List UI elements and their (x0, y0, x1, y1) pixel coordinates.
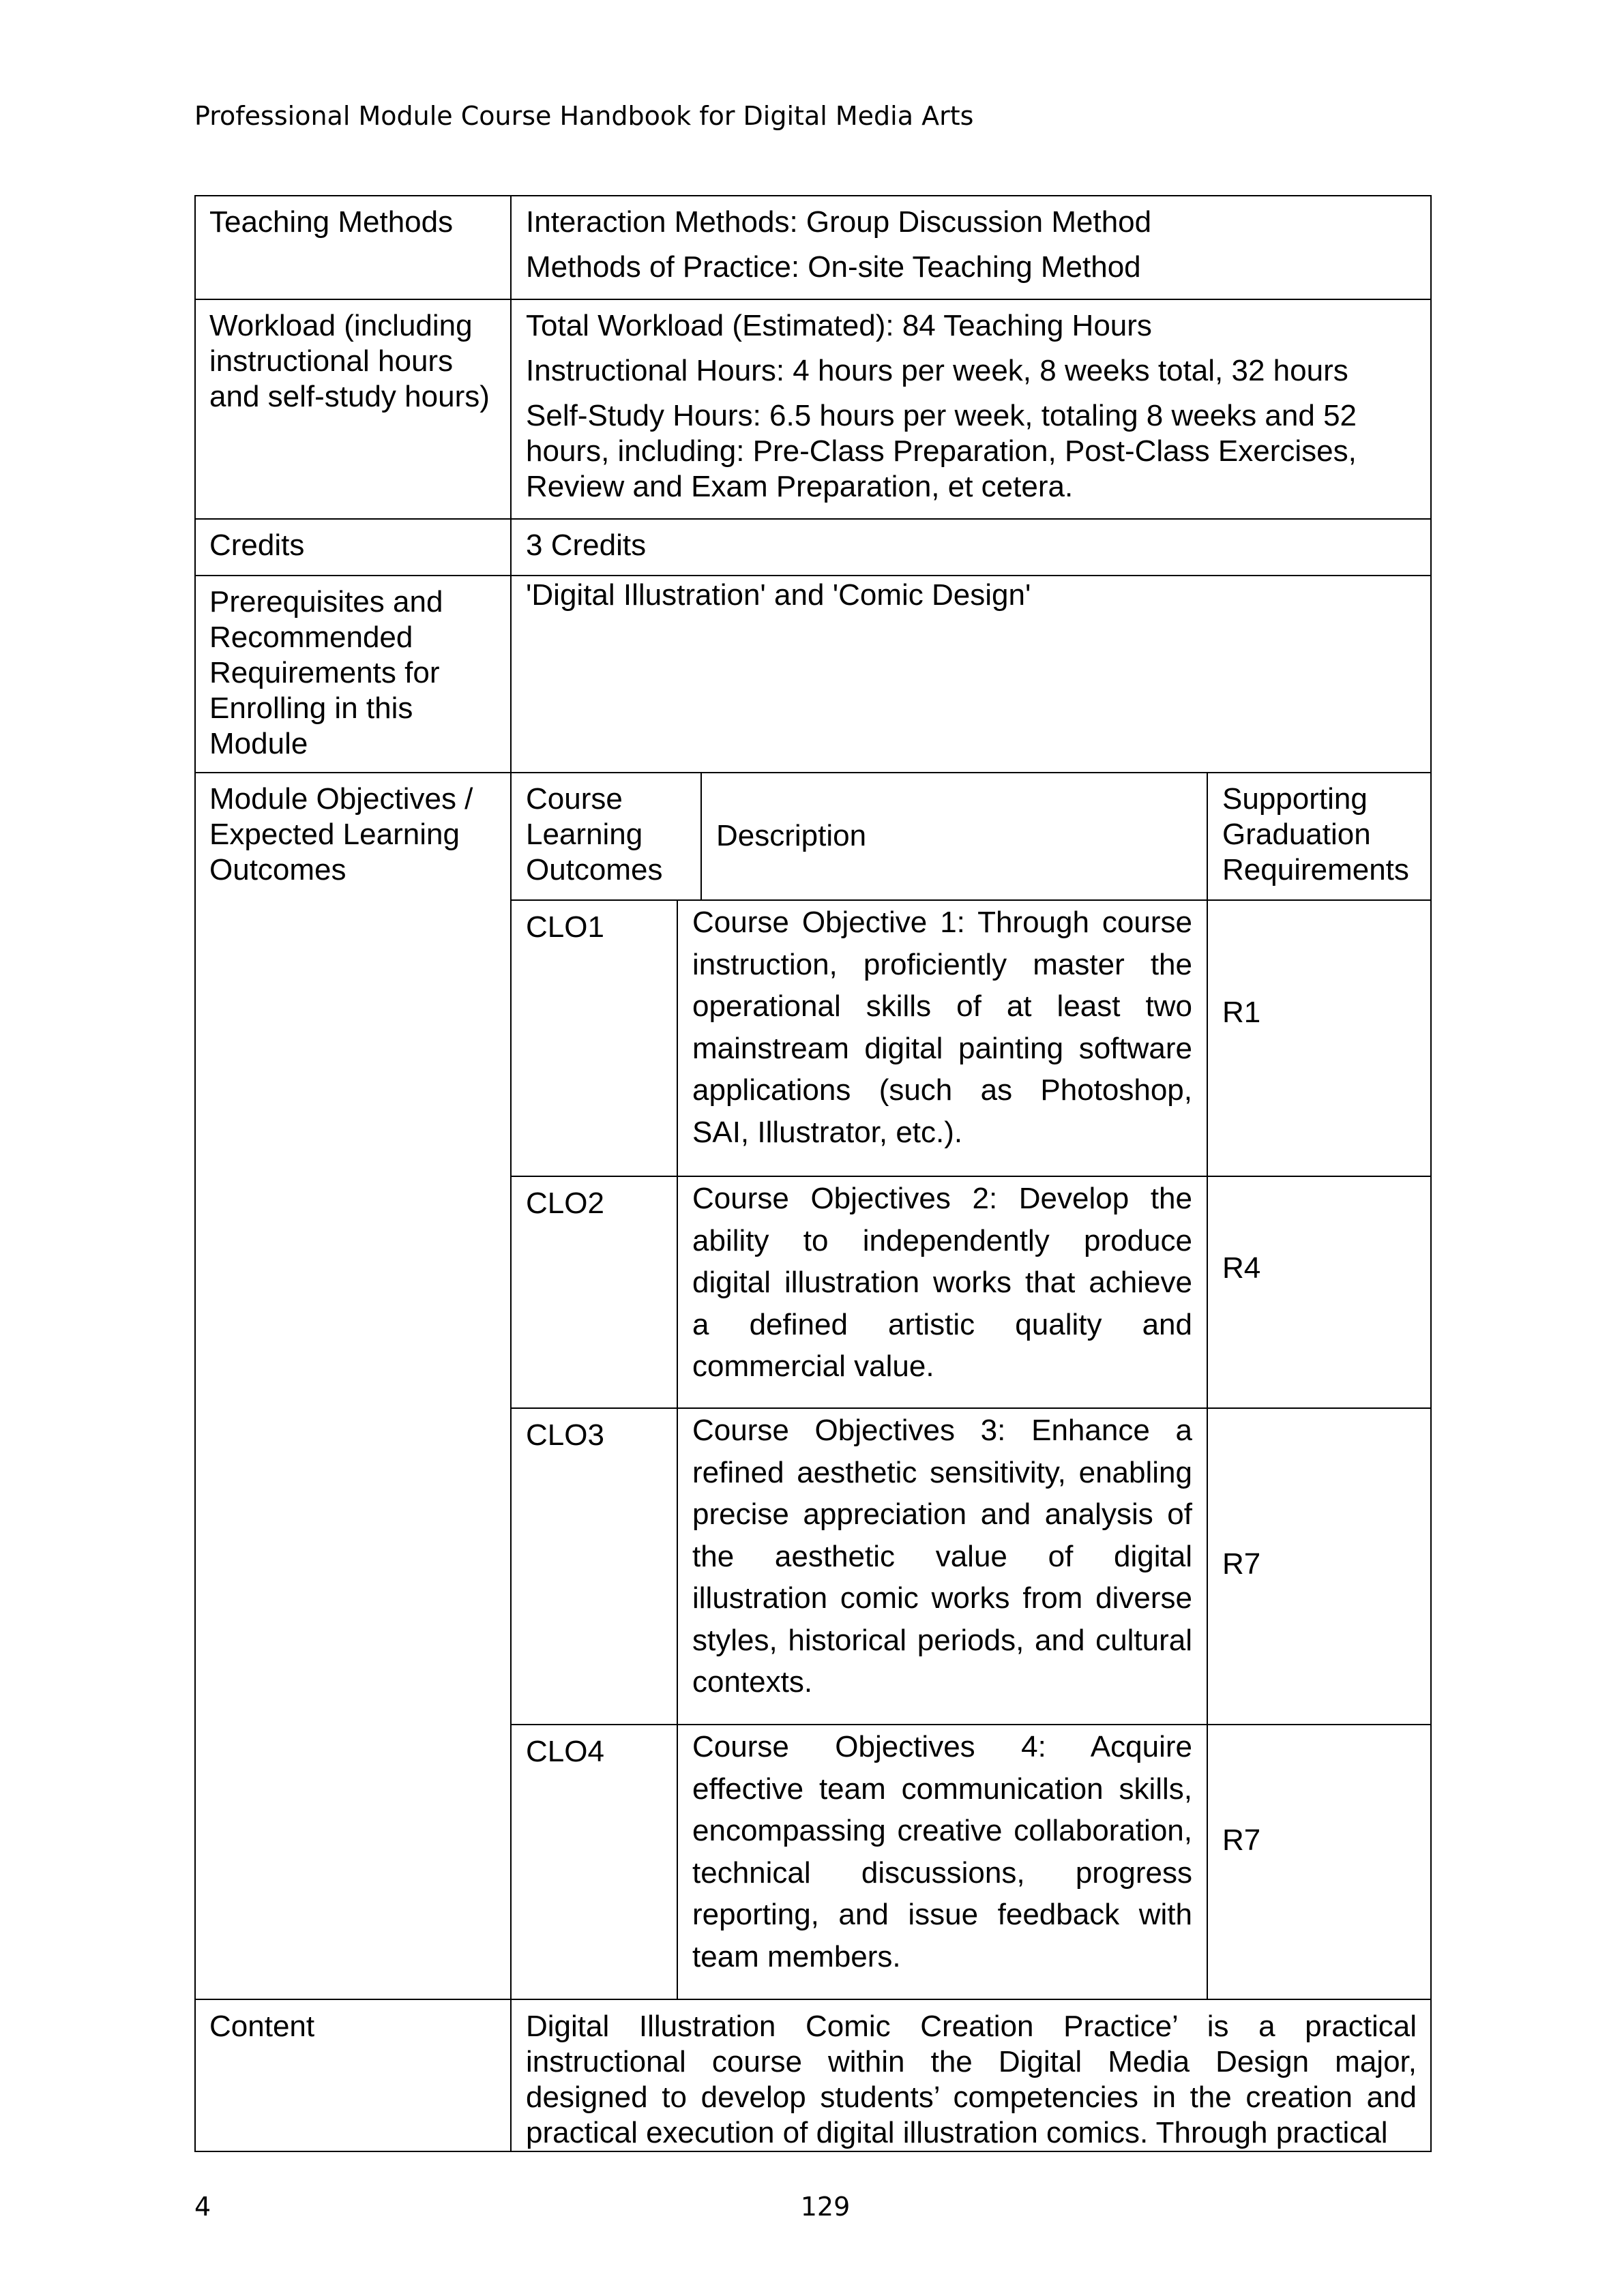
module-table (194, 195, 1432, 2152)
footer-left-number: 4 (194, 2192, 211, 2222)
credits-label: Credits (209, 528, 305, 562)
clo2-requirement-text: R4 (1222, 1251, 1261, 1285)
clo4-requirement (1207, 1725, 1432, 1956)
clo3-requirement (1207, 1408, 1432, 1720)
prerequisites-label: Prerequisites and Recommended Requirements for Enrolling in this Module (209, 585, 443, 760)
clo-header: Course Learning Outcomes (526, 782, 663, 886)
clo2-code: CLO2 (526, 1187, 604, 1220)
self-study-hours-text: Self-Study Hours: 6.5 hours per week, totaling 8 weeks and 52 hours, including: Pre-Class Preparation, Post-Class Exercises, Review and Exam Preparation, et cetera. (526, 399, 1357, 503)
clo3-code: CLO3 (526, 1418, 604, 1452)
workload-value (511, 299, 1432, 518)
clo1-requirement-text: R1 (1222, 996, 1261, 1029)
practice-methods-text: Methods of Practice: On-site Teaching Method (526, 250, 1141, 284)
clo4-code: CLO4 (526, 1735, 604, 1768)
credits-value: 3 Credits (526, 528, 647, 562)
requirements-header: Supporting Graduation Requirements (1222, 782, 1409, 886)
clo4-description: Course Objectives 4: Acquire effective team communication skills, encompassing creative collaboration, technical discussions, progress reporting, and issue feedback with team members. (692, 1730, 1192, 1973)
interaction-methods-text: Interaction Methods: Group Discussion Method (526, 205, 1152, 239)
total-workload-text: Total Workload (Estimated): 84 Teaching Hours (526, 309, 1152, 342)
objectives-label: Module Objectives / Expected Learning Outcomes (209, 782, 473, 886)
description-header-text: Description (716, 818, 867, 852)
clo2-description: Course Objectives 2: Develop the ability to independently produce digital illustration works that achieve a defined artistic quality and commercial value. (692, 1182, 1192, 1383)
description-header (701, 772, 1207, 899)
prerequisites-value: 'Digital Illustration' and 'Comic Design' (526, 578, 1031, 612)
clo3-requirement-text: R7 (1222, 1547, 1261, 1581)
teaching-methods-value (511, 195, 1432, 299)
page-number: 129 (800, 2192, 851, 2222)
instructional-hours-text: Instructional Hours: 4 hours per week, 8 weeks total, 32 hours (526, 354, 1348, 387)
clo1-description: Course Objective 1: Through course instruction, proficiently master the operational skills of at least two mainstream digital painting software applications (such as Photoshop, SAI, Illustrator, etc.). (692, 906, 1192, 1149)
document-header-title: Professional Module Course Handbook for Digital Media Arts (194, 101, 974, 131)
clo1-requirement (1207, 900, 1432, 1125)
clo4-requirement-text: R7 (1222, 1823, 1261, 1857)
content-text: Digital Illustration Comic Creation Practice’ is a practical instructional course within the Digital Media Design major, designed to develop students’ competencies in the creation and practical execution of digital illustration comics. Through practical (526, 2010, 1417, 2149)
teaching-methods-label: Teaching Methods (209, 205, 454, 239)
clo1-code: CLO1 (526, 910, 604, 944)
content-label: Content (209, 2010, 315, 2043)
clo3-description: Course Objectives 3: Enhance a refined aesthetic sensitivity, enabling precise appreciation and analysis of the aesthetic value of digital illustration comic works from diverse styles, historical periods, and cultural contexts. (692, 1414, 1192, 1699)
workload-label: Workload (including instructional hours and self-study hours) (209, 309, 490, 413)
clo2-requirement (1207, 1176, 1432, 1360)
